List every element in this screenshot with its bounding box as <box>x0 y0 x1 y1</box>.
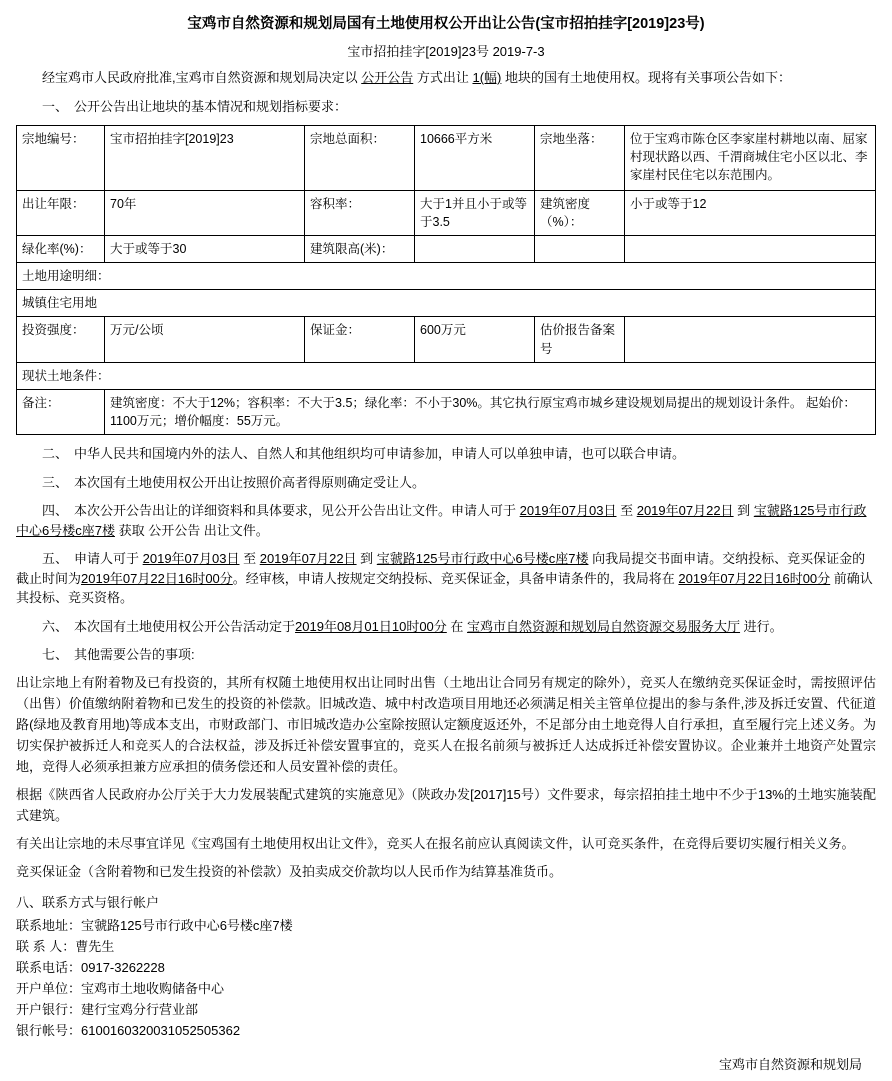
cell-empty-value <box>625 236 876 263</box>
section-5-text-post: 前确认其投标、竞买资格。 <box>16 570 873 606</box>
intro-paragraph <box>16 67 876 88</box>
intro-text-2: 方式出让 <box>413 70 473 86</box>
cell-deposit-label: 保证金： <box>305 317 415 362</box>
cell-appraisal-label: 估价报告备案号 <box>535 317 625 362</box>
cell-parcel-location-value: 位于宝鸡市陈仓区李家崖村耕地以南、屈家村现状路以西、千渭商城住宅小区以北、李家崖村民住宅以东范围内。 <box>625 125 876 190</box>
section-8-heading <box>16 892 876 913</box>
page-title: 宝鸡市自然资源和规划局国有土地使用权公开出让公告(宝市招拍挂字[2019]23号) <box>187 16 705 32</box>
section-8-number: 八、 <box>16 894 43 910</box>
section-6-text-pre: 本次国有土地使用权公开公告活动定于 <box>74 618 296 634</box>
cell-usage-detail-label: 土地用途明细： <box>17 263 876 290</box>
section-3 <box>16 473 876 493</box>
section-6-auction-datetime[interactable]: 2019年08月01日10时00分 <box>295 618 447 634</box>
section-3-text: 本次国有土地使用权公开出让按照价高者得原则确定受让人。 <box>74 474 426 490</box>
section-7-text: 其他需要公告的事项: <box>74 647 195 663</box>
cell-parcel-area-value: 10666平方米 <box>415 125 535 190</box>
section-6-mid: 在 <box>446 618 468 634</box>
section-5-number: 五、 <box>42 551 69 567</box>
section-7-paragraph-1: 出让宗地上有附着物及已有投资的，其所有权随土地使用权出让同时出售（土地出让合同另有规定的除外），竞买人在缴纳竞买保证金时，需按照评估（出售）价值缴纳附着物和已发生的投资的补偿款。旧城改造、城中村改造项目用地还必须满足相关主管单位提出的参与条件,涉及拆迁安置、代征道路(绿地及教育用地)等成本支出，市财政部门、市旧城改造办公室除按照认定额度返还外，不足部分由土地竞得人自行承担，直至履行完上述义务。为切实保护被拆迁人和竞买人的合法权益，涉及拆迁补偿安置事宜的，竞买人在报名前须与被拆迁人达成拆迁补偿安置协议。企业兼并土地资产处置宗地，竞得人必须承担兼方应承担的债务偿还和人员安置补偿的责任。 <box>16 674 876 774</box>
section-5 <box>16 549 876 608</box>
cell-empty-label <box>535 236 625 263</box>
section-5-mid-4: 。经审核，申请人按规定交纳投标、竞买保证金，具备申请条件的，我局将在 <box>232 570 679 586</box>
contact-person: 联 系 人：曹先生 <box>16 939 115 955</box>
cell-investment-value: 万元/公顷 <box>105 317 305 362</box>
land-parcel-table <box>16 125 876 435</box>
cell-investment-label: 投资强度： <box>17 317 105 362</box>
section-4-number: 四、 <box>42 503 69 519</box>
section-6-venue[interactable]: 宝鸡市自然资源和规划局自然资源交易服务大厅 <box>467 618 741 634</box>
section-5-mid-2: 到 <box>356 551 377 567</box>
cell-parcel-number-label: 宗地编号： <box>17 125 105 190</box>
cell-far-label: 容积率： <box>305 190 415 235</box>
cell-remark-label: 备注： <box>17 389 105 434</box>
section-7-paragraph-4: 竞买保证金（含附着物和已发生投资的补偿款）及拍卖成交价款均以人民币作为结算基准货币。 <box>16 863 563 879</box>
section-6-text-post: 进行。 <box>740 618 783 634</box>
cell-far-value: 大于1并且小于或等于3.5 <box>415 190 535 235</box>
table-row <box>17 125 876 190</box>
intro-text-3: 地块的国有土地使用权。现将有关事项公告如下： <box>501 70 791 86</box>
cell-parcel-number-value: 宝市招拍挂字[2019]23 <box>105 125 305 190</box>
section-6-number: 六、 <box>42 618 69 634</box>
section-4-start-date[interactable]: 2019年07月03日 <box>519 503 617 519</box>
section-5-start-date[interactable]: 2019年07月03日 <box>142 551 240 567</box>
account-holder: 开户单位：宝鸡市土地收购储备中心 <box>16 981 225 997</box>
account-number: 银行帐号：6100160320031052505362 <box>16 1023 241 1039</box>
intro-link-parcel-count[interactable]: 1(幅) <box>472 70 502 86</box>
cell-green-rate-label: 绿化率(%)： <box>17 236 105 263</box>
section-4-text-post: 获取 公开公告 出让文件。 <box>114 522 269 538</box>
section-8-title: 联系方式与银行帐户 <box>42 894 160 910</box>
cell-height-limit-value <box>415 236 535 263</box>
section-7-paragraph-3: 有关出让宗地的未尽事宜详见《宝鸡国有土地使用权出让文件》，竞买人在报名前应认真阅读文件，认可竞买条件，在竞得后要切实履行相关义务。 <box>16 835 855 851</box>
section-8 <box>16 892 876 1041</box>
intro-link-public-notice[interactable]: 公开公告 <box>361 70 414 86</box>
section-4 <box>16 501 876 540</box>
section-2 <box>16 444 876 464</box>
table-row <box>17 290 876 317</box>
table-row <box>17 362 876 389</box>
section-7-number: 七、 <box>42 647 69 663</box>
section-4-end-date[interactable]: 2019年07月22日 <box>636 503 734 519</box>
cell-height-limit-label: 建筑限高(米)： <box>305 236 415 263</box>
section-1-heading <box>16 97 876 117</box>
cell-green-rate-value: 大于或等于30 <box>105 236 305 263</box>
section-5-address[interactable]: 宝虢路125号市行政中心6号楼c座7楼 <box>376 551 589 567</box>
cell-parcel-area-label: 宗地总面积： <box>305 125 415 190</box>
section-5-text-pre: 申请人可于 <box>74 551 143 567</box>
account-bank: 开户银行：建行宝鸡分行营业部 <box>16 1002 199 1018</box>
section-5-qualification-deadline[interactable]: 2019年07月22日16时00分 <box>678 570 831 586</box>
issuing-authority: 宝鸡市自然资源和规划局 <box>718 1057 862 1073</box>
section-5-mid-3: 向我局提交书面申请。交纳投标、竞买保证金的截止时间为 <box>16 551 866 586</box>
contact-address: 联系地址：宝虢路125号市行政中心6号楼c座7楼 <box>16 918 293 934</box>
table-row <box>17 236 876 263</box>
cell-appraisal-value <box>625 317 876 362</box>
section-5-end-date[interactable]: 2019年07月22日 <box>259 551 357 567</box>
table-row <box>17 263 876 290</box>
section-5-deposit-deadline[interactable]: 2019年07月22日16时00分 <box>81 570 233 586</box>
section-2-text: 中华人民共和国境内外的法人、自然人和其他组织均可申请参加，申请人可以单独申请，也可以联合申请。 <box>74 446 686 462</box>
cell-building-density-value: 小于或等于12 <box>625 190 876 235</box>
contact-phone: 联系电话：0917-3262228 <box>16 960 165 976</box>
section-5-mid-1: 至 <box>239 551 260 567</box>
cell-remark-value: 建筑密度：不大于12%；容积率：不大于3.5；绿化率：不小于30%。其它执行原宝鸡市城乡建设规划局提出的规划设计条件。 起始价：1100万元；增价幅度：55万元。 <box>105 389 876 434</box>
cell-parcel-location-label: 宗地坐落： <box>535 125 625 190</box>
cell-deposit-value: 600万元 <box>415 317 535 362</box>
section-4-mid-1: 至 <box>616 503 637 519</box>
section-7-heading <box>16 645 876 665</box>
table-row <box>17 190 876 235</box>
section-7-paragraph-2: 根据《陕西省人民政府办公厅关于大力发展装配式建筑的实施意见》（陕政办发[2017]15号）文件要求，每宗招拍挂土地中不少于13%的土地实施装配式建筑。 <box>16 786 876 823</box>
document-number: 宝市招拍挂字[2019]23号 2019-7-3 <box>347 43 545 59</box>
cell-current-condition-label: 现状土地条件： <box>17 362 876 389</box>
cell-building-density-label: 建筑密度（%）： <box>535 190 625 235</box>
cell-term-value: 70年 <box>105 190 305 235</box>
table-row <box>17 317 876 362</box>
cell-term-label: 出让年限： <box>17 190 105 235</box>
section-2-number: 二、 <box>42 446 69 462</box>
section-4-address[interactable]: 宝虢路125号市行政中心6号楼c座7楼 <box>16 503 867 538</box>
section-4-mid-2: 到 <box>733 503 754 519</box>
section-4-text-pre: 本次公开公告出让的详细资料和具体要求，见公开公告出让文件。申请人可于 <box>74 503 520 519</box>
table-row <box>17 389 876 434</box>
intro-text-1: 经宝鸡市人民政府批准,宝鸡市自然资源和规划局决定以 <box>42 70 362 86</box>
section-6 <box>16 617 876 637</box>
section-1-text: 公开公告出让地块的基本情况和规划指标要求： <box>74 99 348 115</box>
cell-usage-detail-value: 城镇住宅用地 <box>17 290 876 317</box>
section-1-number: 一、 <box>42 99 69 115</box>
section-3-number: 三、 <box>42 474 69 490</box>
